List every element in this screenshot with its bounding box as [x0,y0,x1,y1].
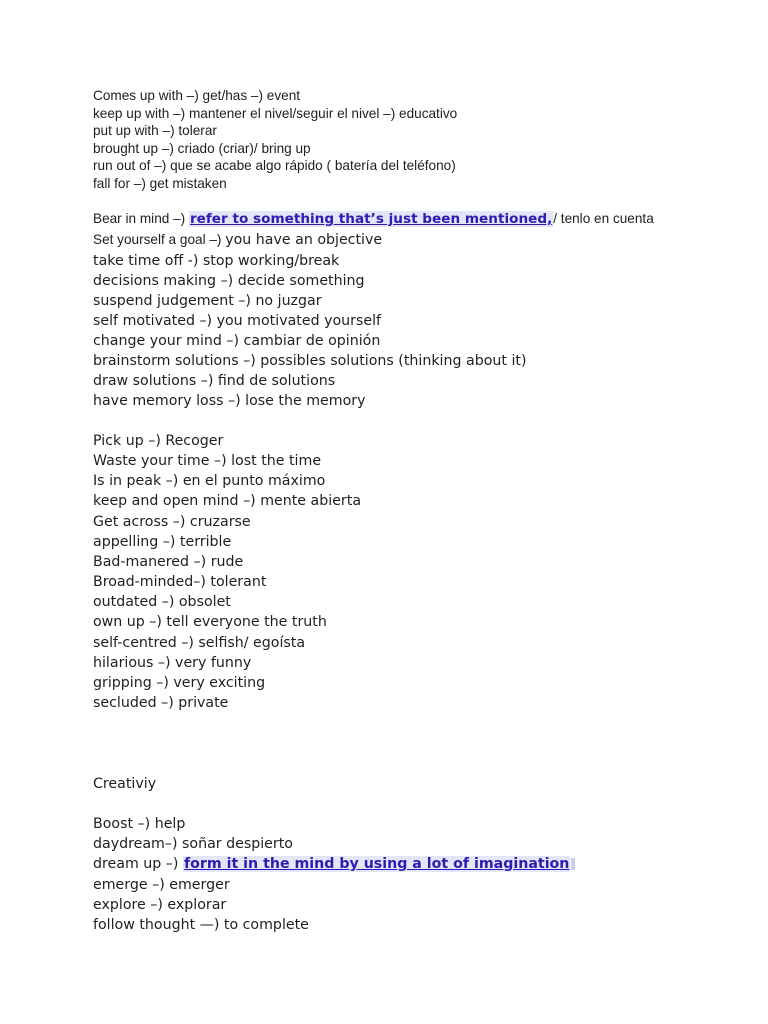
text-line: own up –) tell everyone the truth [93,614,327,630]
text-line: Is in peak –) en el punto máximo [93,473,326,489]
dream-up-line [93,854,575,874]
comment-anchor-icon[interactable] [571,858,575,870]
text-line: gripping –) very exciting [93,675,266,691]
text-line: emerge –) emerger [93,877,230,893]
bear-suffix: / tenlo en cuenta [553,211,654,226]
text-line: Bad-manered –) rude [93,554,244,570]
text-line: Waste your time –) lost the time [93,453,322,469]
text-line: daydream–) soñar despierto [93,836,293,852]
text-line: brought up –) criado (criar)/ bring up [93,140,311,156]
text-line: brainstorm solutions –) possibles solutions (thinking about it) [93,352,527,369]
text-line: keep and open mind –) mente abierta [93,493,362,509]
text-line: explore –) explorar [93,897,227,913]
text-line: Broad-minded–) tolerant [93,574,267,590]
text-line: Boost –) help [93,816,186,832]
text-line: run out of –) que se acabe algo rápido ( batería del teléfono) [93,158,456,174]
text-line: self-centred –) selfish/ egoísta [93,635,306,651]
section-heading: Creativiy [93,776,157,792]
goal-suffix: you have an objective [225,232,383,248]
goal-line [93,230,382,250]
text-line: suspend judgement –) no juzgar [93,292,322,309]
goal-prefix: Set yourself a goal –) [93,232,226,247]
bear-in-mind-line [93,210,654,229]
text-line: appelling –) terrible [93,534,232,550]
text-line: self motivated –) you motivated yourself [93,312,382,329]
text-line: decisions making –) decide something [93,272,365,289]
text-line: have memory loss –) lose the memory [93,393,366,409]
text-line: secluded –) private [93,695,229,711]
text-line: outdated –) obsolet [93,594,231,610]
text-line: keep up with –) mantener el nivel/seguir el nivel –) educativo [93,105,458,121]
text-line: Comes up with –) get/has –) event [93,88,301,103]
text-line: put up with –) tolerar [93,123,217,139]
text-line: Get across –) cruzarse [93,514,251,530]
bear-prefix: Bear in mind –) [93,211,189,226]
text-line: hilarious –) very funny [93,655,252,671]
text-line: Pick up –) Recoger [93,433,224,449]
highlighted-text[interactable]: refer to something that’s just been mentioned, [189,211,553,227]
highlighted-text[interactable]: form it in the mind by using a lot of imagination [183,856,570,872]
text-line: draw solutions –) find de solutions [93,372,336,389]
text-line: follow thought —) to complete [93,917,309,933]
text-line: take time off -) stop working/break [93,252,340,269]
dream-prefix: dream up –) [93,856,183,872]
text-line: change your mind –) cambiar de opinión [93,332,381,349]
text-line: fall for –) get mistaken [93,176,227,191]
